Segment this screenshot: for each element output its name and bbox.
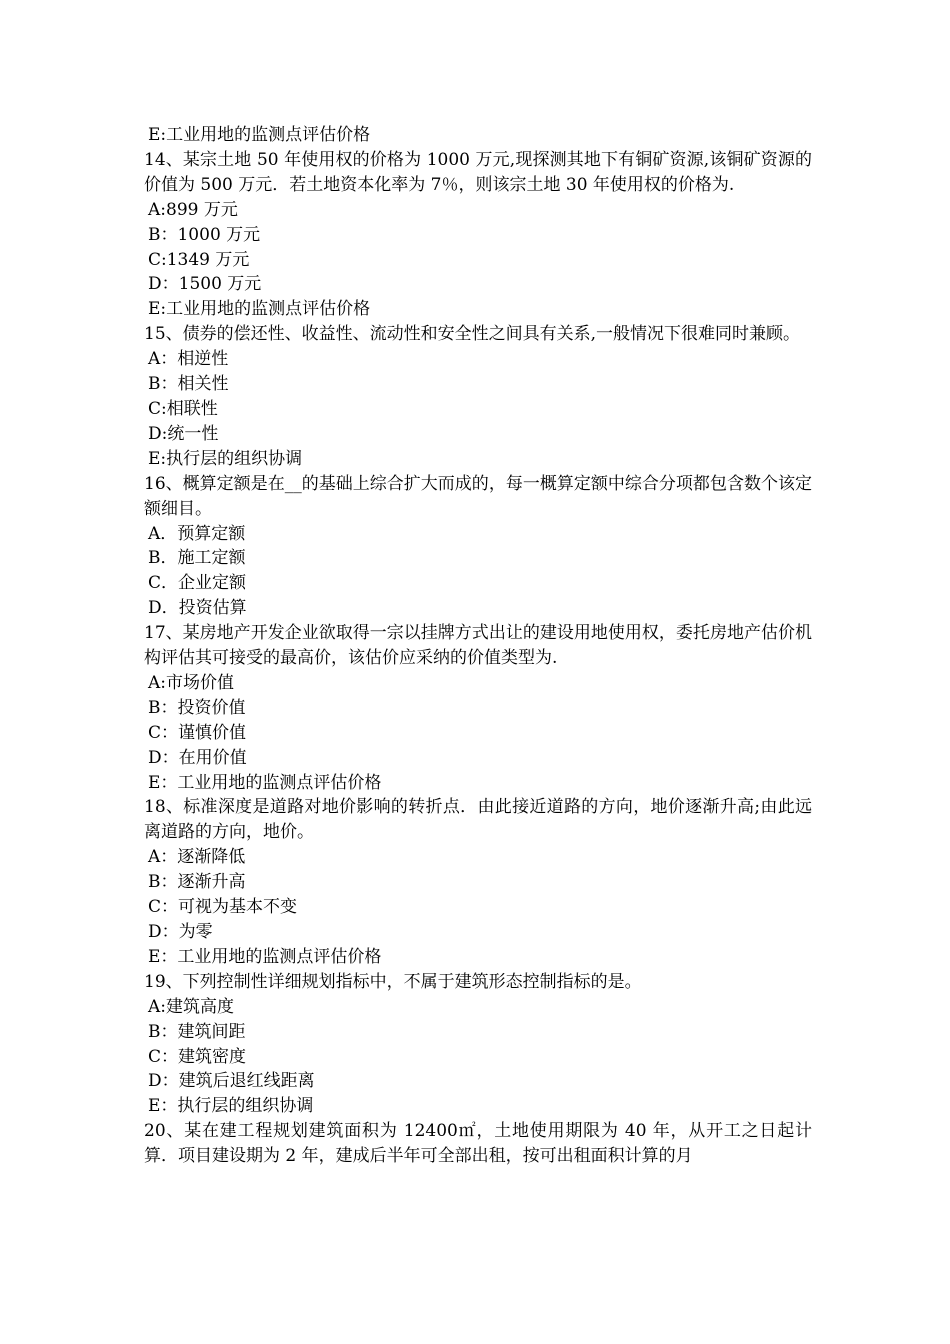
answer-option: D：建筑后退红线距离 (148, 1071, 315, 1092)
question-text: 14、某宗土地 50 年使用权的价格为 1000 万元,现探测其地下有铜矿资源,该铜矿资源的价值为 500 万元．若土地资本化率为 7％，则该宗土地 30 年使用权的价格为. (144, 149, 812, 195)
answer-option: A．预算定额 (148, 523, 246, 544)
answer-option: C:1349 万元 (148, 249, 250, 270)
answer-option: B：1000 万元 (148, 224, 261, 245)
answer-option: C:相联性 (148, 398, 218, 419)
question-text: 18、标准深度是道路对地价影响的转折点．由此接近道路的方向，地价逐渐升高;由此远离道路的方向，地价。 (144, 797, 812, 843)
question-text: 19、下列控制性详细规划指标中，不属于建筑形态控制指标的是。 (144, 971, 642, 992)
answer-option: D：在用价值 (148, 747, 247, 768)
question-text: 17、某房地产开发企业欲取得一宗以挂牌方式出让的建设用地使用权，委托房地产估价机构评估其可接受的最高价，该估价应采纳的价值类型为. (144, 623, 812, 669)
answer-option: B：逐渐升高 (148, 872, 246, 893)
answer-option: C．企业定额 (148, 573, 247, 594)
question-text: 20、某在建工程规划建筑面积为 12400㎡，土地使用期限为 40 年，从开工之日起计算．项目建设期为 2 年，建成后半年可全部出租，按可出租面积计算的月 (144, 1121, 812, 1167)
answer-option: B：相关性 (148, 374, 229, 395)
answer-option: E：工业用地的监测点评估价格 (148, 772, 382, 793)
answer-option: A：相逆性 (148, 349, 229, 370)
question-text: 16、概算定额是在__的基础上综合扩大而成的，每一概算定额中综合分项都包含数个该定额细目。 (144, 473, 812, 519)
answer-option: C：谨慎价值 (148, 722, 247, 743)
answer-option: B：建筑间距 (148, 1021, 246, 1042)
answer-option: D：1500 万元 (148, 274, 262, 295)
answer-option: E:执行层的组织协调 (148, 448, 303, 469)
document-body (144, 123, 812, 1169)
answer-option: A:市场价值 (148, 672, 235, 693)
answer-option: A:建筑高度 (148, 996, 235, 1017)
answer-option: D:统一性 (148, 423, 219, 444)
answer-option: E：执行层的组织协调 (148, 1096, 314, 1117)
answer-option: B：投资价值 (148, 697, 246, 718)
answer-option: E：工业用地的监测点评估价格 (148, 946, 382, 967)
answer-option: E:工业用地的监测点评估价格 (148, 299, 371, 320)
answer-option: C：建筑密度 (148, 1046, 247, 1067)
answer-option: D：为零 (148, 922, 213, 942)
answer-option: E:工业用地的监测点评估价格 (148, 125, 371, 145)
question-text: 15、债券的偿还性、收益性、流动性和安全性之间具有关系,一般情况下很难同时兼顾。 (144, 324, 801, 345)
answer-option: C：可视为基本不变 (148, 897, 298, 918)
answer-option: A：逐渐降低 (148, 847, 246, 868)
answer-option: A:899 万元 (148, 199, 238, 220)
answer-option: D．投资估算 (148, 598, 247, 619)
answer-option: B．施工定额 (148, 548, 246, 569)
